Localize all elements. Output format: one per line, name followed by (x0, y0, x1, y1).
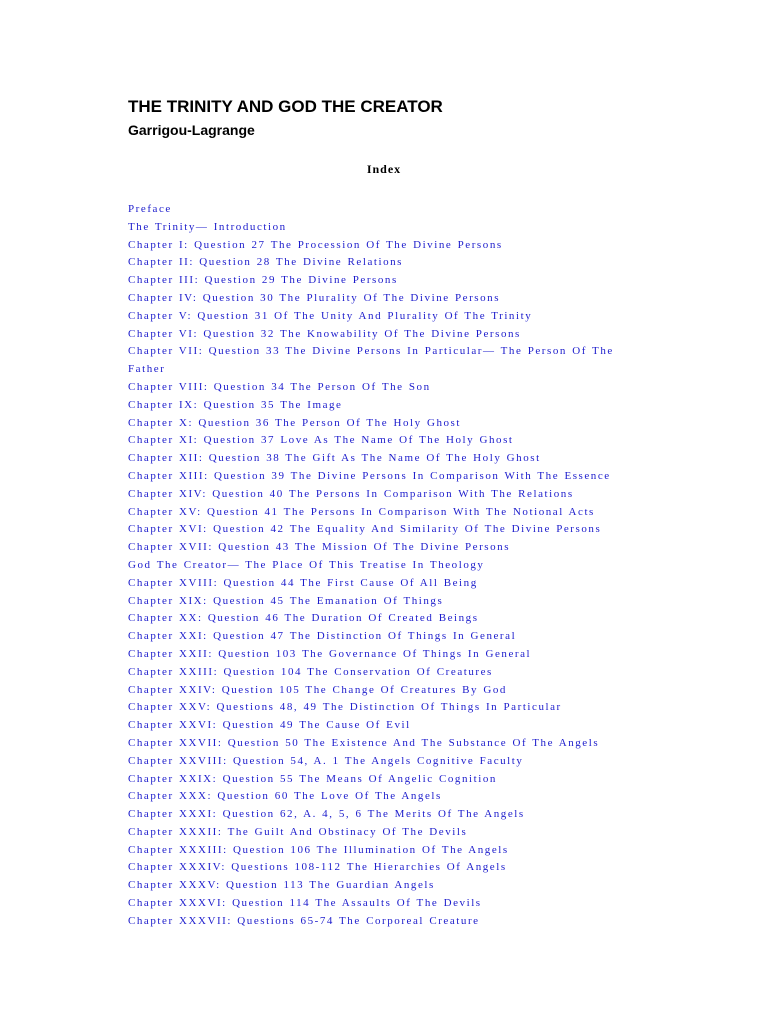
toc-item (128, 539, 628, 557)
document-title: THE TRINITY AND GOD THE CREATOR (128, 97, 443, 116)
toc-item (128, 628, 628, 646)
toc-link-chapter-26[interactable]: Chapter XXVI: Question 49 The Cause Of Evil (128, 719, 411, 732)
toc-item (128, 877, 628, 895)
toc-link-chapter-31[interactable]: Chapter XXXI: Question 62, A. 4, 5, 6 The Merits Of The Angels (128, 808, 525, 821)
toc-item (128, 254, 628, 272)
toc-link-chapter-28[interactable]: Chapter XXVIII: Question 54, A. 1 The Angels Cognitive Faculty (128, 754, 524, 767)
toc-link-god-the-creator[interactable]: God The Creator— The Place Of This Treatise In Theology (128, 558, 485, 571)
toc-item (128, 415, 628, 433)
toc-item (128, 842, 628, 860)
toc-link-chapter-34[interactable]: Chapter XXXIV: Questions 108-112 The Hierarchies Of Angels (128, 861, 507, 874)
toc-item (128, 859, 628, 877)
toc-item (128, 664, 628, 682)
toc-link-chapter-3[interactable]: Chapter III: Question 29 The Divine Persons (128, 274, 398, 287)
index-heading: Index (366, 162, 402, 176)
toc-link-chapter-7[interactable]: Chapter VII: Question 33 The Divine Persons In Particular— The Person Of The Father (128, 345, 614, 376)
toc-link-chapter-21[interactable]: Chapter XXI: Question 47 The Distinction Of Things In General (128, 630, 517, 643)
toc-link-chapter-27[interactable]: Chapter XXVII: Question 50 The Existence And The Substance Of The Angels (128, 736, 600, 749)
toc-item (128, 788, 628, 806)
toc-item (128, 682, 628, 700)
toc-link-chapter-1[interactable]: Chapter I: Question 27 The Procession Of The Divine Persons (128, 238, 503, 251)
toc-item (128, 895, 628, 913)
toc-link-chapter-2[interactable]: Chapter II: Question 28 The Divine Relations (128, 256, 404, 269)
toc-item (128, 699, 628, 717)
toc-item (128, 201, 628, 219)
toc-link-chapter-23[interactable]: Chapter XXIII: Question 104 The Conservation Of Creatures (128, 665, 493, 678)
document-author: Garrigou-Lagrange (128, 122, 255, 138)
toc-link-trinity-introduction[interactable]: The Trinity— Introduction (128, 220, 287, 233)
toc-link-chapter-19[interactable]: Chapter XIX: Question 45 The Emanation Of Things (128, 594, 444, 607)
toc-link-chapter-33[interactable]: Chapter XXXIII: Question 106 The Illumination Of The Angels (128, 843, 509, 856)
toc-item (128, 308, 628, 326)
toc-link-chapter-9[interactable]: Chapter IX: Question 35 The Image (128, 398, 343, 411)
toc-item (128, 913, 628, 931)
toc-item (128, 432, 628, 450)
toc-link-chapter-24[interactable]: Chapter XXIV: Question 105 The Change Of Creatures By God (128, 683, 507, 696)
toc-link-chapter-36[interactable]: Chapter XXXVI: Question 114 The Assaults Of The Devils (128, 897, 482, 910)
toc-item (128, 806, 628, 824)
toc-item (128, 272, 628, 290)
toc-item (128, 771, 628, 789)
toc-item (128, 610, 628, 628)
toc-link-chapter-22[interactable]: Chapter XXII: Question 103 The Governance Of Things In General (128, 647, 532, 660)
toc-item (128, 593, 628, 611)
toc-item (128, 717, 628, 735)
toc-link-chapter-32[interactable]: Chapter XXXII: The Guilt And Obstinacy Of The Devils (128, 825, 468, 838)
toc-link-chapter-37[interactable]: Chapter XXXVII: Questions 65-74 The Corporeal Creature (128, 914, 480, 927)
toc-link-chapter-25[interactable]: Chapter XXV: Questions 48, 49 The Distinction Of Things In Particular (128, 701, 562, 714)
toc-link-chapter-11[interactable]: Chapter XI: Question 37 Love As The Name Of The Holy Ghost (128, 434, 514, 447)
toc-item (128, 486, 628, 504)
toc-item (128, 468, 628, 486)
toc-link-chapter-29[interactable]: Chapter XXIX: Question 55 The Means Of Angelic Cognition (128, 772, 497, 785)
table-of-contents (128, 201, 628, 931)
toc-link-chapter-35[interactable]: Chapter XXXV: Question 113 The Guardian Angels (128, 879, 435, 892)
toc-link-chapter-30[interactable]: Chapter XXX: Question 60 The Love Of The Angels (128, 790, 442, 803)
toc-item (128, 219, 628, 237)
toc-item (128, 290, 628, 308)
toc-item (128, 753, 628, 771)
toc-link-chapter-13[interactable]: Chapter XIII: Question 39 The Divine Persons In Comparison With The Essence (128, 469, 611, 482)
toc-link-chapter-10[interactable]: Chapter X: Question 36 The Person Of The Holy Ghost (128, 416, 461, 429)
toc-link-chapter-15[interactable]: Chapter XV: Question 41 The Persons In Comparison With The Notional Acts (128, 505, 595, 518)
toc-item (128, 379, 628, 397)
toc-link-preface[interactable]: Preface (128, 203, 172, 215)
toc-item (128, 397, 628, 415)
toc-link-chapter-6[interactable]: Chapter VI: Question 32 The Knowability Of The Divine Persons (128, 327, 521, 340)
toc-item (128, 646, 628, 664)
toc-item (128, 557, 628, 575)
toc-item (128, 326, 628, 344)
toc-item (128, 343, 628, 379)
toc-link-chapter-14[interactable]: Chapter XIV: Question 40 The Persons In Comparison With The Relations (128, 487, 574, 500)
toc-link-chapter-20[interactable]: Chapter XX: Question 46 The Duration Of Created Beings (128, 612, 479, 625)
toc-item (128, 575, 628, 593)
toc-item (128, 237, 628, 255)
toc-item (128, 521, 628, 539)
toc-item (128, 450, 628, 468)
toc-item (128, 824, 628, 842)
toc-link-chapter-4[interactable]: Chapter IV: Question 30 The Plurality Of The Divine Persons (128, 291, 501, 304)
toc-link-chapter-8[interactable]: Chapter VIII: Question 34 The Person Of The Son (128, 380, 431, 393)
toc-link-chapter-16[interactable]: Chapter XVI: Question 42 The Equality And Similarity Of The Divine Persons (128, 523, 602, 536)
toc-link-chapter-12[interactable]: Chapter XII: Question 38 The Gift As The Name Of The Holy Ghost (128, 452, 541, 465)
toc-item (128, 735, 628, 753)
toc-link-chapter-17[interactable]: Chapter XVII: Question 43 The Mission Of The Divine Persons (128, 541, 511, 554)
toc-link-chapter-18[interactable]: Chapter XVIII: Question 44 The First Cause Of All Being (128, 576, 478, 589)
toc-item (128, 504, 628, 522)
toc-link-chapter-5[interactable]: Chapter V: Question 31 Of The Unity And Plurality Of The Trinity (128, 309, 533, 322)
